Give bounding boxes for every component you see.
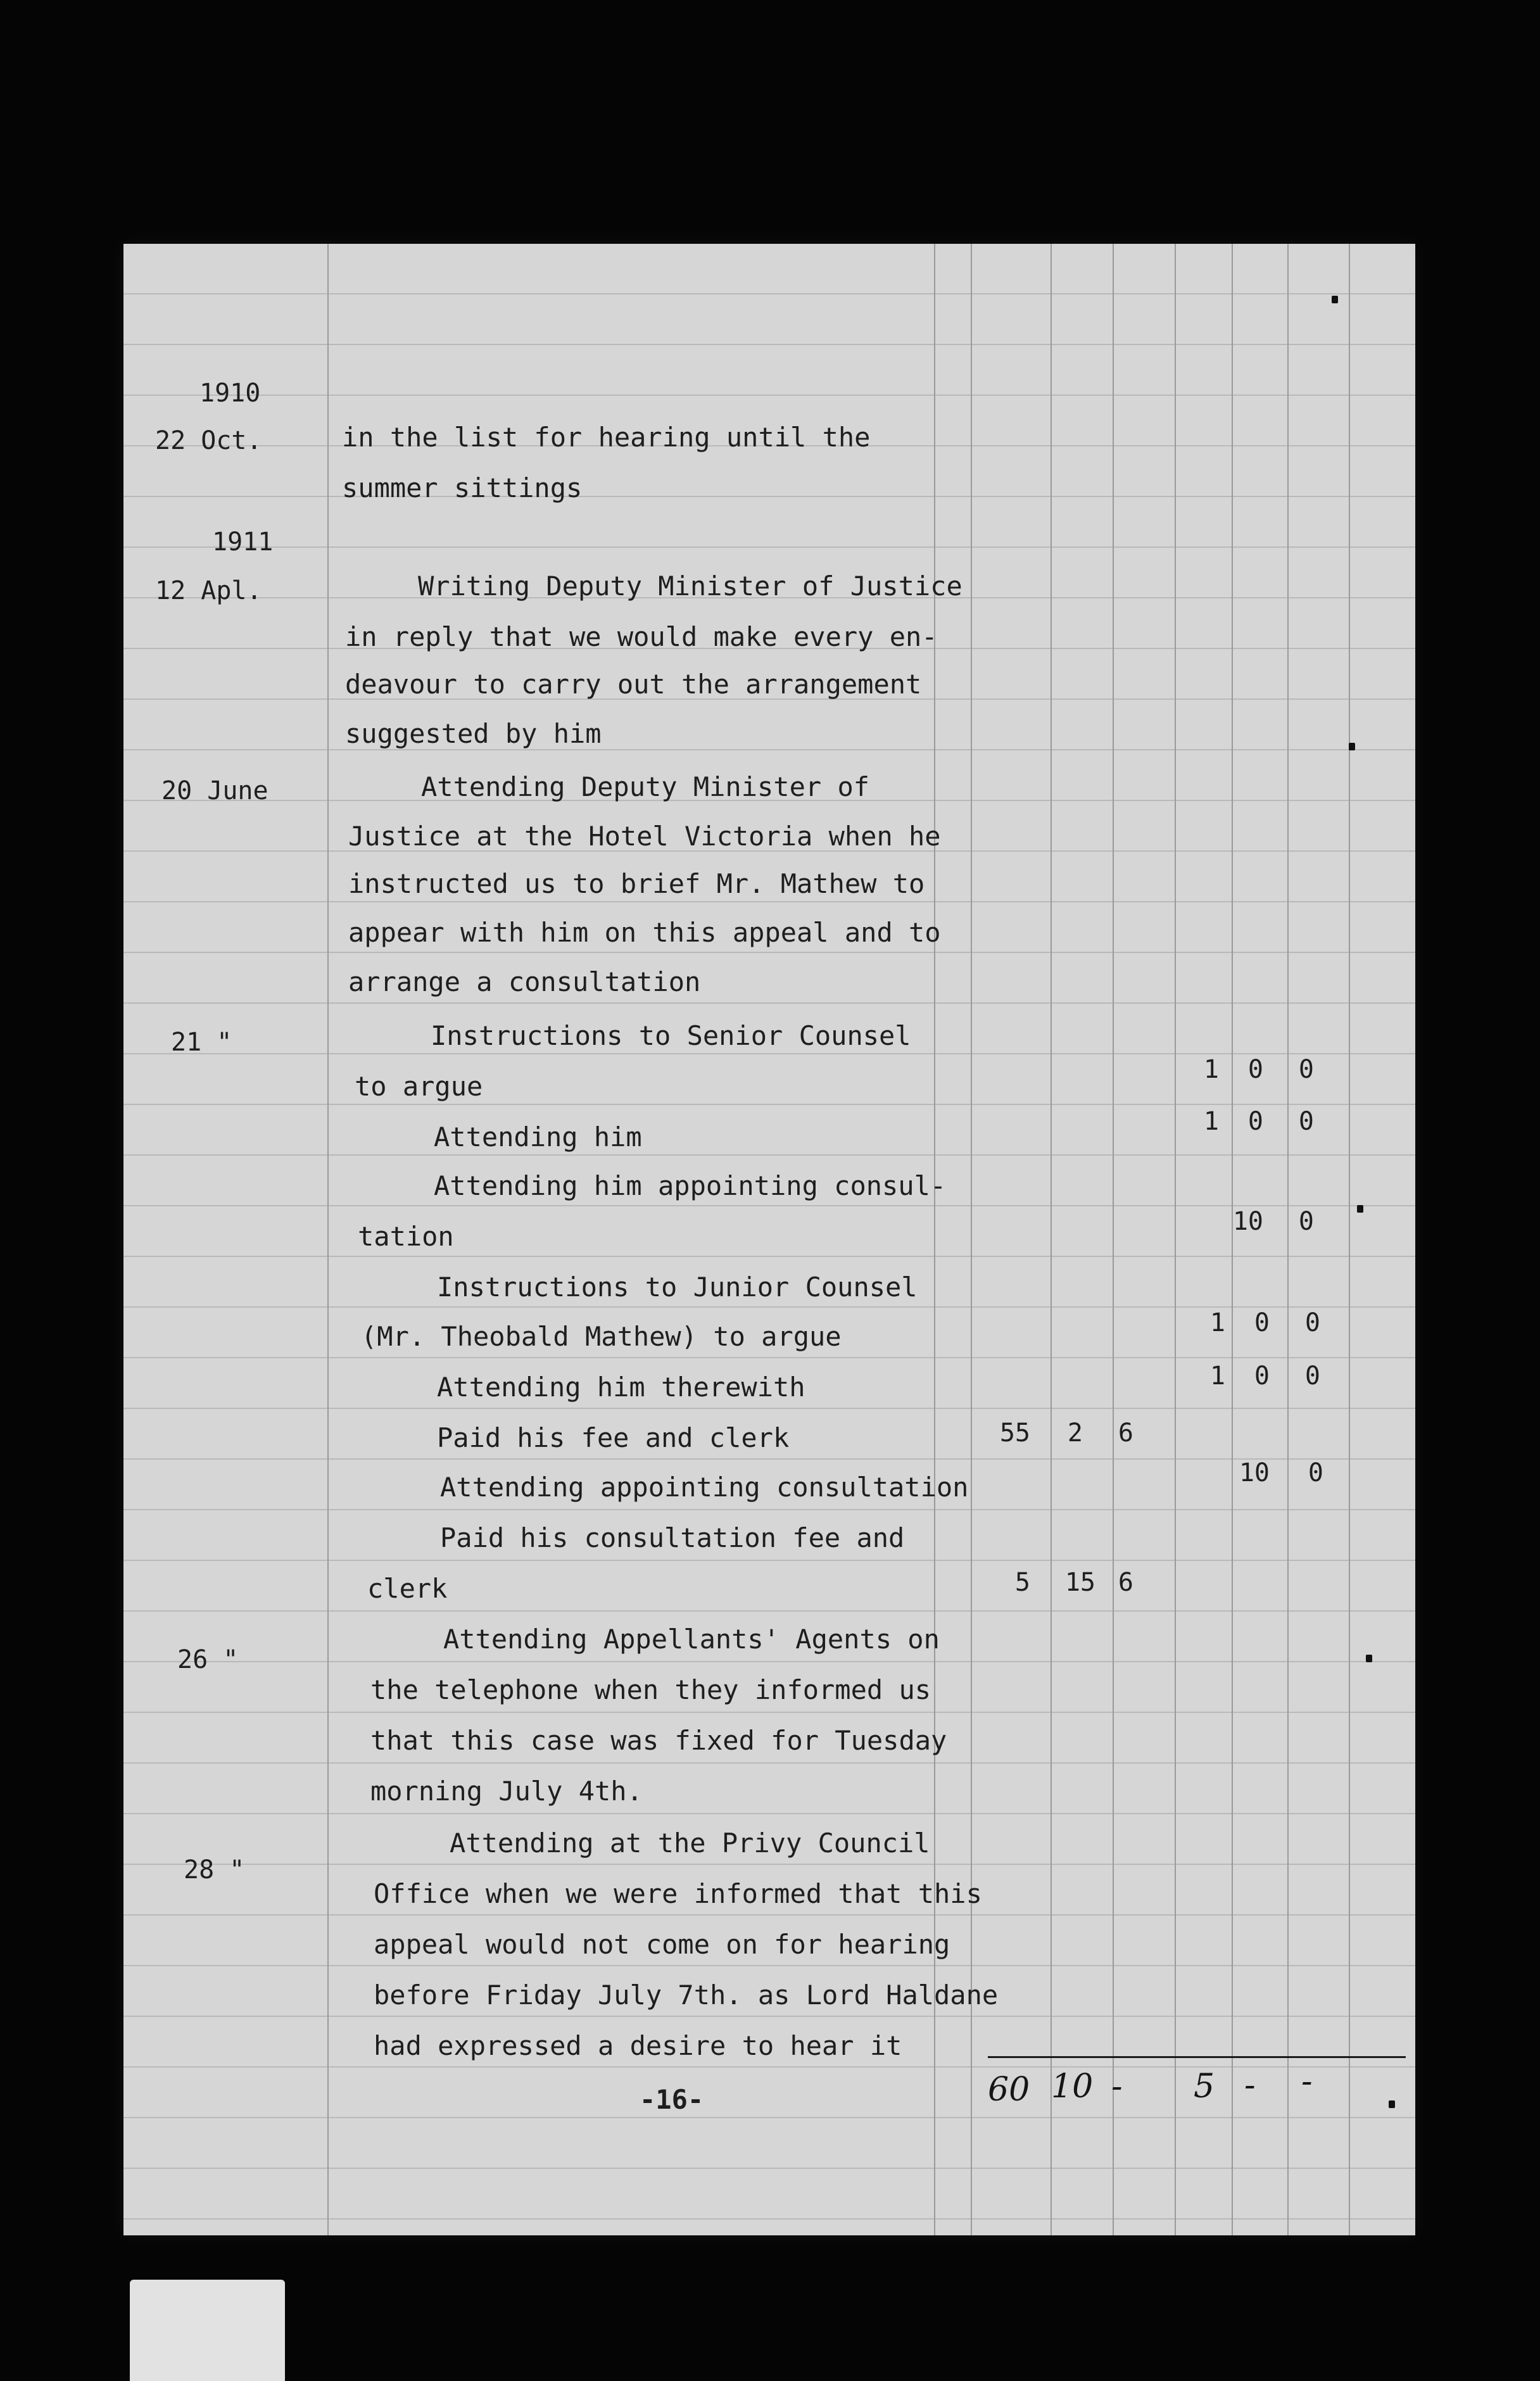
date-entry: 26 "	[177, 1645, 239, 1674]
date-entry: 12 Apl.	[155, 576, 262, 605]
entry-line: suggested by him	[345, 718, 602, 749]
disb-pence: 6	[1118, 1568, 1133, 1597]
fee-shillings: 0	[1254, 1308, 1270, 1337]
entry-line: Attending Deputy Minister of	[421, 771, 870, 802]
entry-line: tation	[358, 1221, 454, 1252]
entry-line: Justice at the Hotel Victoria when he	[348, 821, 941, 852]
punch-mark	[1389, 2100, 1395, 2108]
scan-edge-tab	[130, 2280, 285, 2381]
fee-pence: 0	[1308, 1458, 1323, 1487]
entry-line: appeal would not come on for hearing	[374, 1929, 950, 1960]
fee-pence: 0	[1298, 1207, 1314, 1236]
entry-line: Instructions to Junior Counsel	[437, 1272, 918, 1303]
fee-pounds: 1	[1209, 1308, 1225, 1337]
entry-line: (Mr. Theobald Mathew) to argue	[361, 1321, 842, 1352]
entry-line: in the list for hearing until the	[342, 422, 871, 453]
entry-line: before Friday July 7th. as Lord Haldane	[374, 1980, 999, 2011]
punch-mark	[1357, 1205, 1363, 1213]
disb-shillings: 15	[1064, 1568, 1095, 1597]
ledger-page	[123, 244, 1415, 2235]
entry-line: Attending him therewith	[437, 1372, 805, 1403]
disb-column-rule-4	[1113, 244, 1114, 2235]
total-fee-pence: -	[1301, 2062, 1313, 2100]
fee-shillings: 0	[1247, 1055, 1263, 1084]
punch-mark	[1332, 296, 1338, 303]
entry-line: summer sittings	[342, 472, 583, 503]
entry-line: the telephone when they informed us	[370, 1674, 931, 1705]
disb-pence: 6	[1118, 1418, 1133, 1448]
fee-shillings: 0	[1254, 1361, 1270, 1391]
entry-line: arrange a consultation	[348, 966, 701, 997]
entry-line: in reply that we would make every en-	[345, 621, 938, 652]
date-entry: 28 "	[184, 1855, 245, 1885]
fee-pence: 0	[1298, 1107, 1314, 1136]
entry-line: to argue	[355, 1071, 483, 1102]
total-disb-shillings: 10	[1051, 2068, 1094, 2106]
fee-pence: 0	[1304, 1361, 1320, 1391]
date-entry: 22 Oct.	[155, 426, 262, 455]
fee-shillings: 10	[1239, 1458, 1270, 1487]
entry-line: Office when we were informed that this	[374, 1878, 982, 1909]
totals-rule	[988, 2056, 1406, 2058]
fee-pounds: 1	[1209, 1361, 1225, 1391]
entry-line: Attending Appellants' Agents on	[443, 1624, 940, 1655]
punch-mark	[1366, 1655, 1372, 1662]
entry-line: Attending at the Privy Council	[450, 1828, 930, 1859]
entry-line: that this case was fixed for Tuesday	[370, 1725, 947, 1756]
fee-column-rule-2	[1232, 244, 1233, 2235]
fee-pence: 0	[1304, 1308, 1320, 1337]
date-year: 1910	[199, 379, 261, 408]
date-year: 1911	[212, 527, 274, 557]
disb-pounds: 55	[999, 1418, 1030, 1448]
entry-line: deavour to carry out the arrangement	[345, 669, 922, 700]
entry-line: appear with him on this appeal and to	[348, 917, 941, 948]
entry-line: Attending him	[434, 1121, 642, 1153]
entry-line: Attending appointing consultation	[440, 1472, 969, 1503]
fee-pence: 0	[1298, 1055, 1314, 1084]
date-entry: 21 "	[171, 1028, 232, 1057]
entry-line: morning July 4th.	[370, 1776, 643, 1807]
date-column-rule	[327, 244, 329, 2235]
entry-line: Writing Deputy Minister of Justice	[418, 571, 962, 602]
fee-shillings: 10	[1232, 1207, 1263, 1236]
entry-line: clerk	[367, 1573, 448, 1604]
disb-column-rule-2	[971, 244, 972, 2235]
fee-pounds: 1	[1203, 1055, 1219, 1084]
disb-pounds: 5	[1014, 1568, 1030, 1597]
entry-line: Paid his fee and clerk	[437, 1422, 790, 1453]
entry-line: instructed us to brief Mr. Mathew to	[348, 868, 925, 899]
entry-line: had expressed a desire to hear it	[374, 2030, 902, 2061]
total-disb-pounds: 60	[988, 2071, 1030, 2109]
punch-mark	[1349, 743, 1355, 750]
entry-line: Instructions to Senior Counsel	[431, 1020, 911, 1051]
total-fee-pounds: 5	[1194, 2068, 1215, 2106]
total-fee-shillings: -	[1244, 2066, 1256, 2104]
disb-column-rule-3	[1051, 244, 1052, 2235]
date-entry: 20 June	[161, 776, 268, 805]
fee-column-rule-3	[1287, 244, 1289, 2235]
entry-line: Attending him appointing consul-	[434, 1170, 947, 1201]
fee-column-rule-1	[1175, 244, 1176, 2235]
fee-column-rule-4	[1349, 244, 1350, 2235]
page-number: -16-	[640, 2084, 704, 2115]
disb-shillings: 2	[1067, 1418, 1083, 1448]
total-disb-pence: -	[1111, 2068, 1123, 2106]
entry-line: Paid his consultation fee and	[440, 1522, 905, 1553]
fee-pounds: 1	[1203, 1107, 1219, 1136]
fee-shillings: 0	[1247, 1107, 1263, 1136]
